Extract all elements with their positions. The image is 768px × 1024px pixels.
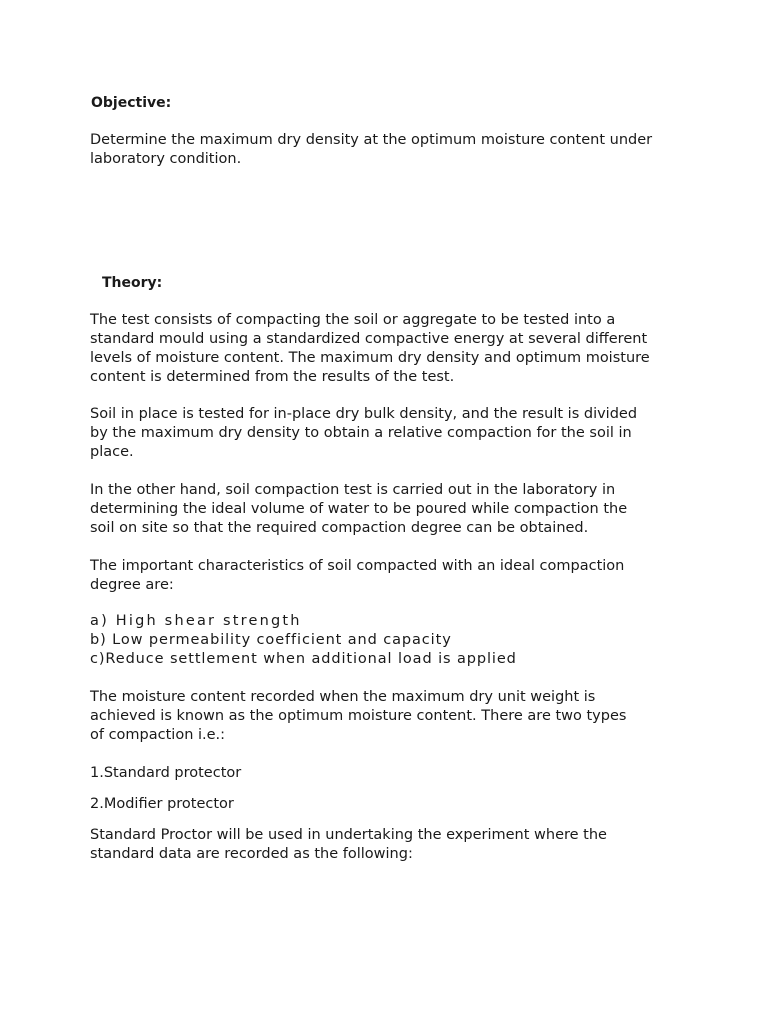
objective-paragraph <box>90 131 652 169</box>
paragraph-line: The moisture content recorded when the maximum dry unit weight is <box>90 689 596 705</box>
paragraph-line: Soil in place is tested for in-place dry bulk density, and the result is divided <box>90 406 638 422</box>
compaction-type-2: 2.Modifier protector <box>90 796 234 812</box>
paragraph-line: Standard Proctor will be used in undertaking the experiment where the <box>90 827 607 843</box>
theory-paragraph-1 <box>90 311 650 387</box>
characteristics-list <box>90 612 517 669</box>
paragraph-line: Determine the maximum dry density at the optimum moisture content under <box>90 132 653 148</box>
list-item: a) High shear strength <box>90 613 302 629</box>
list-item: b) Low permeability coefficient and capacity <box>90 632 452 648</box>
paragraph-line: place. <box>90 444 134 460</box>
paragraph-line: standard data are recorded as the following: <box>90 846 413 862</box>
paragraph-line: The test consists of compacting the soil or aggregate to be tested into a <box>90 312 616 328</box>
list-item: c)Reduce settlement when additional load is applied <box>90 651 517 667</box>
paragraph-line: content is determined from the results of the test. <box>90 369 455 385</box>
paragraph-line: of compaction i.e.: <box>90 727 226 743</box>
compaction-type-1: 1.Standard protector <box>90 765 242 781</box>
paragraph-line: achieved is known as the optimum moisture content. There are two types <box>90 708 627 724</box>
theory-paragraph-3 <box>90 481 627 538</box>
paragraph-line: degree are: <box>90 577 174 593</box>
paragraph-line: determining the ideal volume of water to be poured while compaction the <box>90 501 628 517</box>
paragraph-line: levels of moisture content. The maximum dry density and optimum moisture <box>90 350 650 366</box>
theory-paragraph-2 <box>90 405 637 462</box>
paragraph-line: In the other hand, soil compaction test is carried out in the laboratory in <box>90 482 616 498</box>
objective-heading: Objective: <box>91 95 172 111</box>
paragraph-line: soil on site so that the required compaction degree can be obtained. <box>90 520 589 536</box>
theory-heading: Theory: <box>102 275 163 291</box>
theory-paragraph-5 <box>90 688 626 745</box>
paragraph-line: by the maximum dry density to obtain a relative compaction for the soil in <box>90 425 632 441</box>
theory-paragraph-4 <box>90 557 624 595</box>
theory-paragraph-6 <box>90 826 607 864</box>
paragraph-line: laboratory condition. <box>90 151 242 167</box>
paragraph-line: standard mould using a standardized compactive energy at several different <box>90 331 648 347</box>
paragraph-line: The important characteristics of soil compacted with an ideal compaction <box>90 558 625 574</box>
